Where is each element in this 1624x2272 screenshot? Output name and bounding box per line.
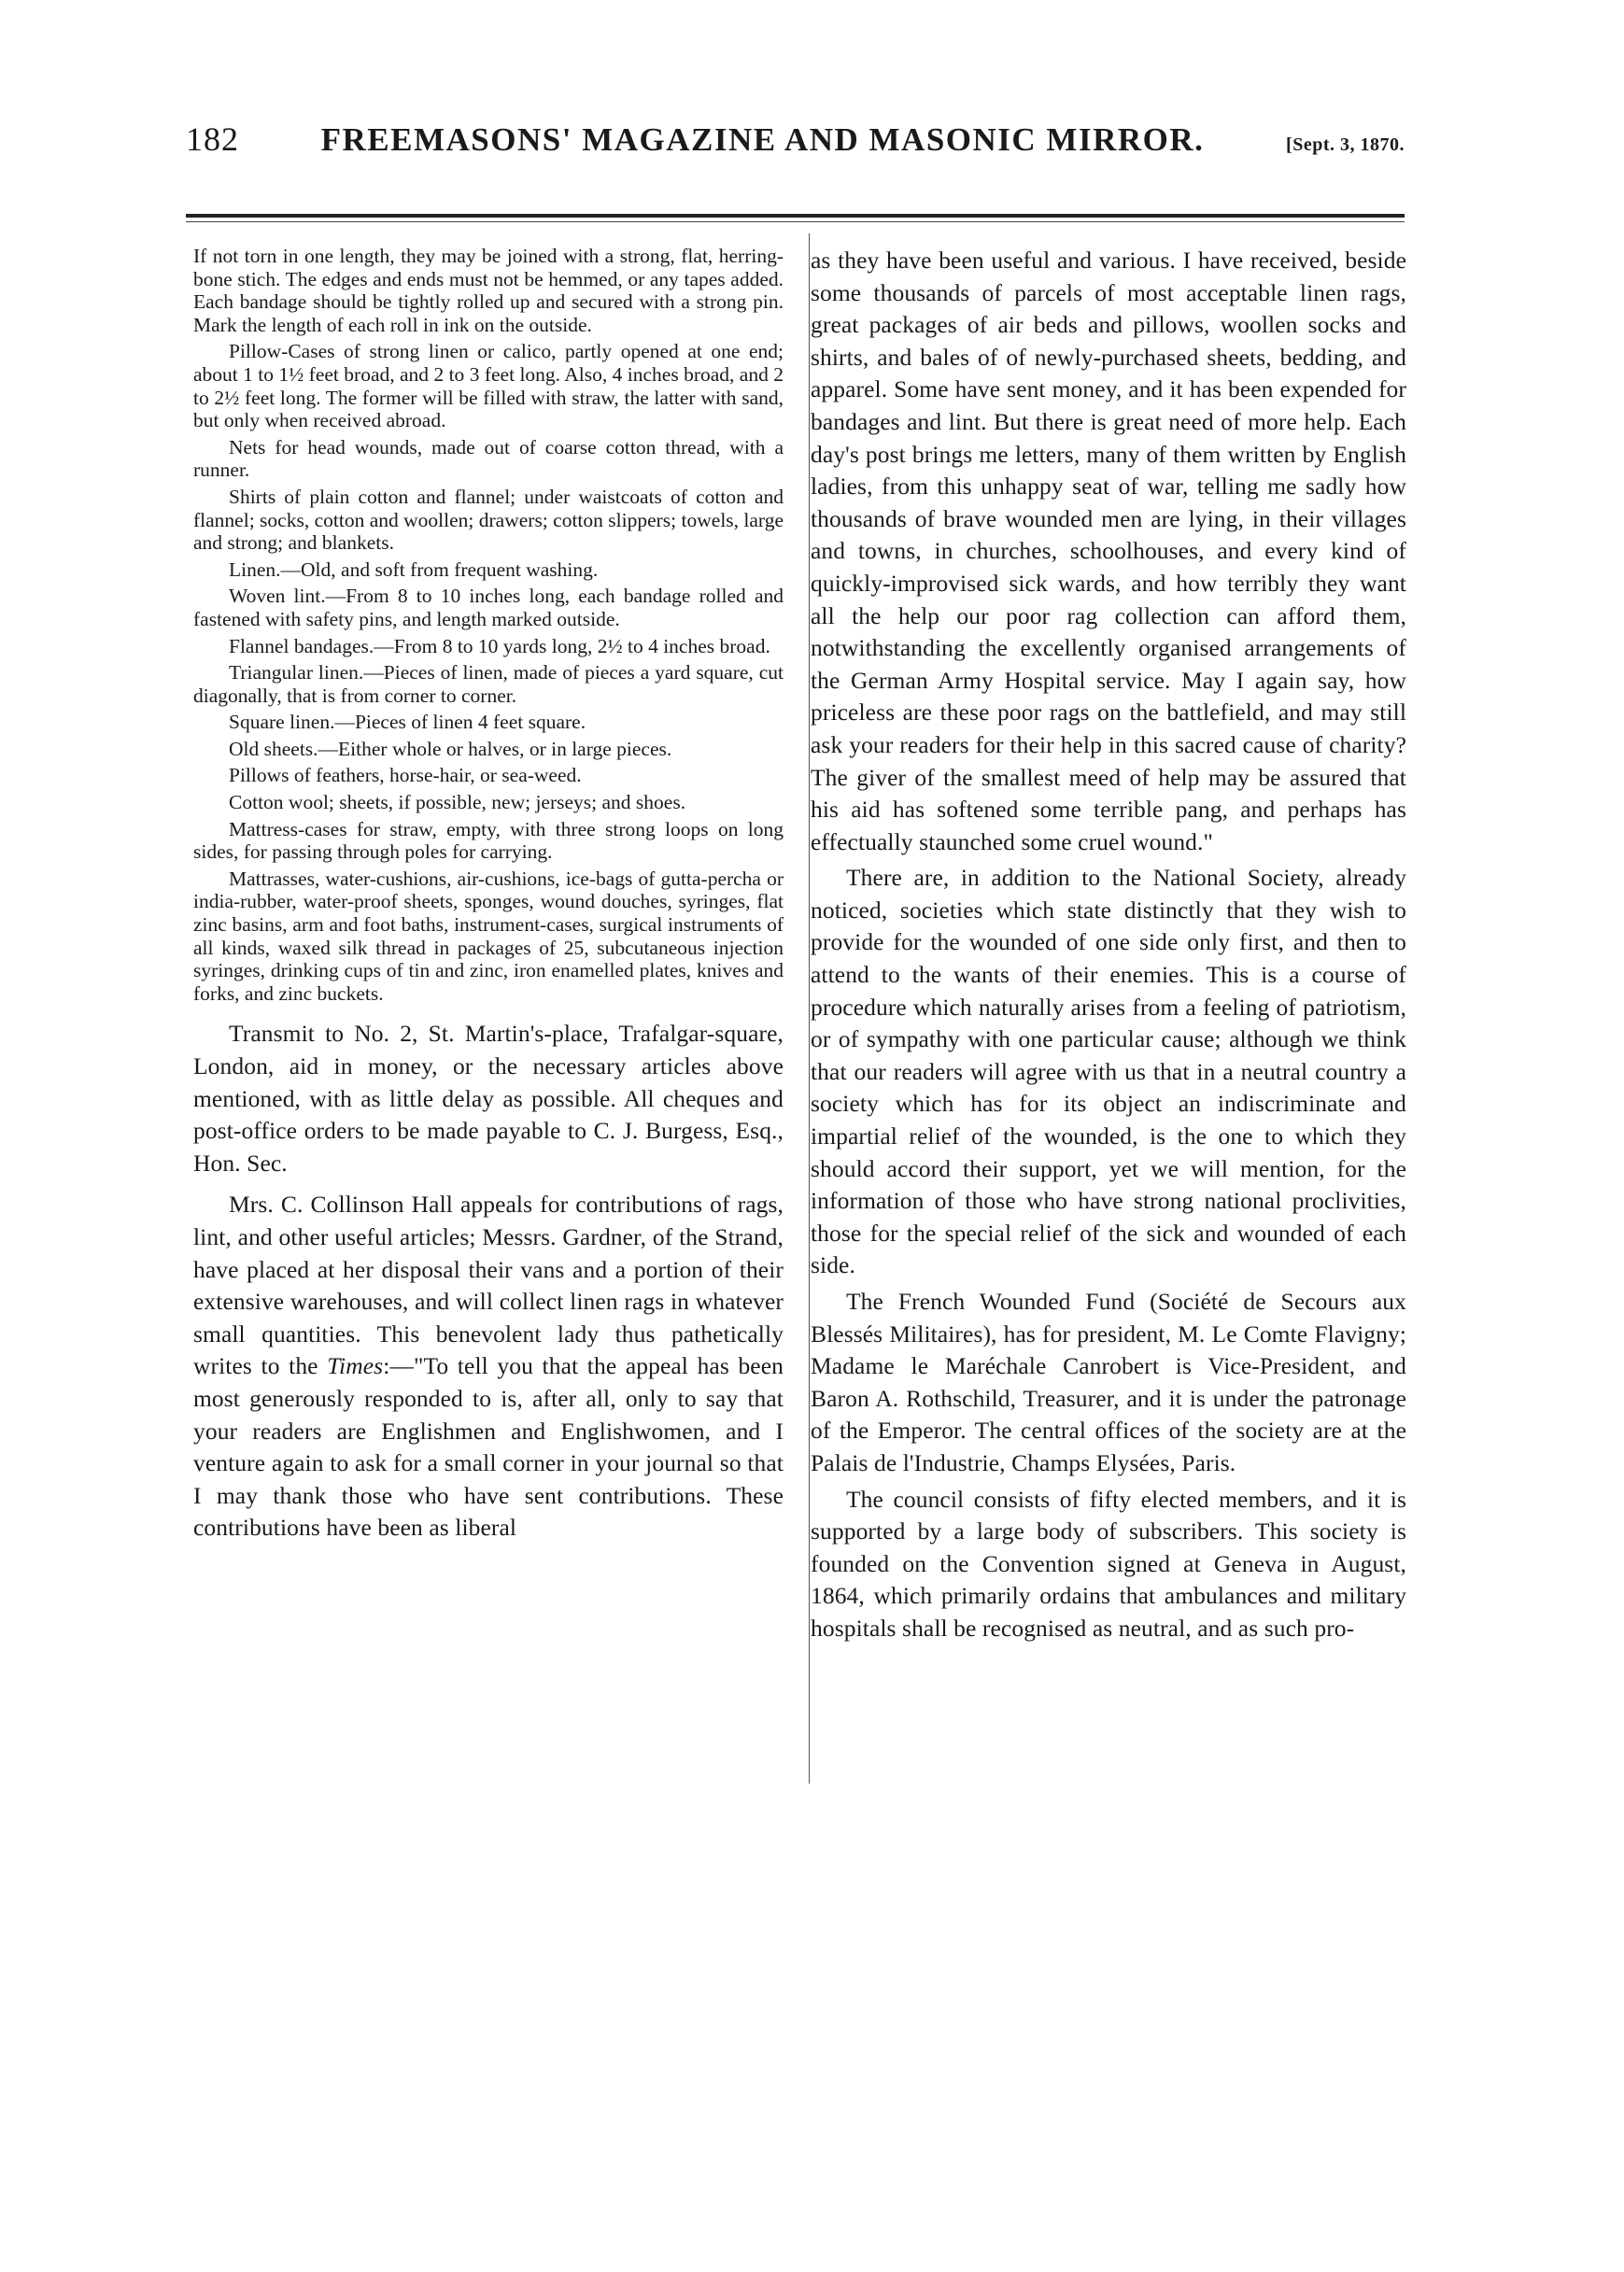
masthead-title: FREEMASONS' MAGAZINE AND MASONIC MIRROR.: [320, 121, 1205, 158]
supplies-list: [193, 245, 784, 1005]
list-item: Mattrasses, water-cushions, air-cushions, ice-bags of gutta-percha or india-rubber, water-proof sheets, sponges, wound douches, syringes, flat zinc basins, arm and foot baths, instrument-cases, surgical instruments of all kinds, waxed silk thread in packages of 25, subcutaneous injection syringes, drinking cups of tin and zinc, iron enamelled plates, knives and forks, and zinc buckets.: [193, 867, 784, 1005]
hall-appeal-paragraph: [193, 1189, 784, 1545]
list-item: If not torn in one length, they may be joined with a strong, flat, herring-bone stich. The edges and ends must not be hemmed, or any tapes added. Each bandage should be tightly rolled up and secured with a strong pin. Mark the length of each roll in ink on the outside.: [193, 245, 784, 336]
transmit-paragraph: Transmit to No. 2, St. Martin's-place, Trafalgar-square, London, aid in money, or the necessary articles above mentioned, with as little delay as possible. All cheques and post-office orders to be made payable to C. J. Burgess, Esq., Hon. Sec.: [193, 1020, 784, 1177]
societies-paragraph: There are, in addition to the National Society, already noticed, societies which state distinctly that they wish to provide for the wounded of one side only first, and then to attend to the wants of their enemies. This is a course of procedure which naturally arises from a feeling of patriotism, or of sympathy with one particular cause; although we think that our readers will agree with us that in a neutral country a society which has for its object an indiscriminate and impartial relief of the wounded, is the one to which they should accord their support, yet we will mention, for the information of those who have strong national proclivities, those for the special relief of the sick and wounded of each side.: [811, 864, 1406, 1279]
header-rule-thick: [186, 214, 1405, 218]
column-divider: [809, 233, 810, 1784]
council-paragraph: The council consists of fifty elected members, and it is supported by a large body of subscribers. This society is founded on the Convention signed at Geneva in August, 1864, which primarily ordains that ambulances and military hospitals shall be recognised as neutral, and as such pro-: [811, 1485, 1406, 1642]
list-item: Square linen.—Pieces of linen 4 feet square.: [229, 711, 586, 734]
list-item: Cotton wool; sheets, if possible, new; jerseys; and shoes.: [229, 791, 686, 814]
letter-continuation-paragraph: as they have been useful and various. I have received, beside some thousands of parcels of most acceptable linen rags, great packages of air beds and pillows, woollen socks and shirts, and bales of of newly-purchased sheets, bedding, and apparel. Some have sent money, and it has been expended for bandages and lint. But there is great need of more help. Each day's post brings me letters, many of them written by English ladies, from this unhappy seat of war, telling me sadly how thousands of brave wounded men are lying, in their villages and towns, in churches, schoolhouses, and every kind of quickly-improvised sick wards, and how terribly they want all the help our poor rag collection can afford them, notwithstanding the excellently organised arrangements of the German Army Hospital service. May I again say, how priceless are these poor rags on the battlefield, and may still ask your readers for their help in this sacred cause of charity? The giver of the smallest meed of help may be assured that his aid has softened some terrible pang, and perhaps has effectually staunched some cruel wound.": [811, 247, 1406, 855]
list-item: Old sheets.—Either whole or halves, or in large pieces.: [229, 737, 672, 760]
right-column: [811, 245, 1406, 1645]
hall-appeal-text-start: Mrs. C. Collinson Hall appeals for contributions of rags, lint, and other useful articles; Messrs. Gardner, of the Strand, have placed at her disposal their vans and a portion of their extensive warehouses, and will collect linen rags in whatever small quantities. This benevolent lady thus pathetically writes to the: [193, 1191, 784, 1380]
page-header: [186, 120, 1405, 176]
left-body-text: [193, 1018, 784, 1545]
list-item: Linen.—Old, and soft from frequent washing.: [229, 557, 599, 581]
list-item: Shirts of plain cotton and flannel; under waistcoats of cotton and flannel; socks, cotton and woollen; drawers; cotton slippers; towels, large and strong; and blankets.: [193, 485, 784, 555]
list-item: Triangular linen.—Pieces of linen, made of pieces a yard square, cut diagonally, that is from corner to corner.: [193, 661, 784, 707]
left-column: [193, 245, 784, 1545]
header-rule-thin: [186, 221, 1405, 222]
issue-date: [Sept. 3, 1870.: [1286, 134, 1405, 155]
hall-appeal-text-end: :—"To tell you that the appeal has been most generously responded to is, after all, only to say that your readers are Englishmen and Englishwomen, and I venture again to ask for a small corner in your journal so that I may thank those who have sent contributions. These contributions have been as liberal: [193, 1352, 784, 1542]
times-newspaper-title: Times: [327, 1352, 384, 1380]
list-item: Nets for head wounds, made out of coarse cotton thread, with a runner.: [193, 435, 784, 482]
page-number: 182: [186, 120, 239, 158]
list-item: Woven lint.—From 8 to 10 inches long, each bandage rolled and fastened with safety pins, and length marked outside.: [193, 585, 784, 630]
list-item: Pillows of feathers, horse-hair, or sea-weed.: [229, 764, 582, 787]
list-item: Flannel bandages.—From 8 to 10 yards long, 2½ to 4 inches broad.: [229, 634, 770, 657]
list-item: Mattress-cases for straw, empty, with three strong loops on long sides, for passing through poles for carrying.: [193, 817, 784, 864]
french-wounded-fund-paragraph: The French Wounded Fund (Société de Secours aux Blessés Militaires), has for president, M. Le Comte Flavigny; Madame le Maréchale Canrobert is Vice-President, and Baron A. Rothschild, Treasurer, and it is under the patronage of the Emperor. The central offices of the society are at the Palais de l'Industrie, Champs Elysées, Paris.: [811, 1288, 1406, 1476]
list-item: Pillow-Cases of strong linen or calico, partly opened at one end; about 1 to 1½ feet broad, and 2 to 3 feet long. Also, 4 inches broad, and 2 to 2½ feet long. The former will be filled with straw, the latter with sand, but only when received abroad.: [193, 340, 784, 432]
